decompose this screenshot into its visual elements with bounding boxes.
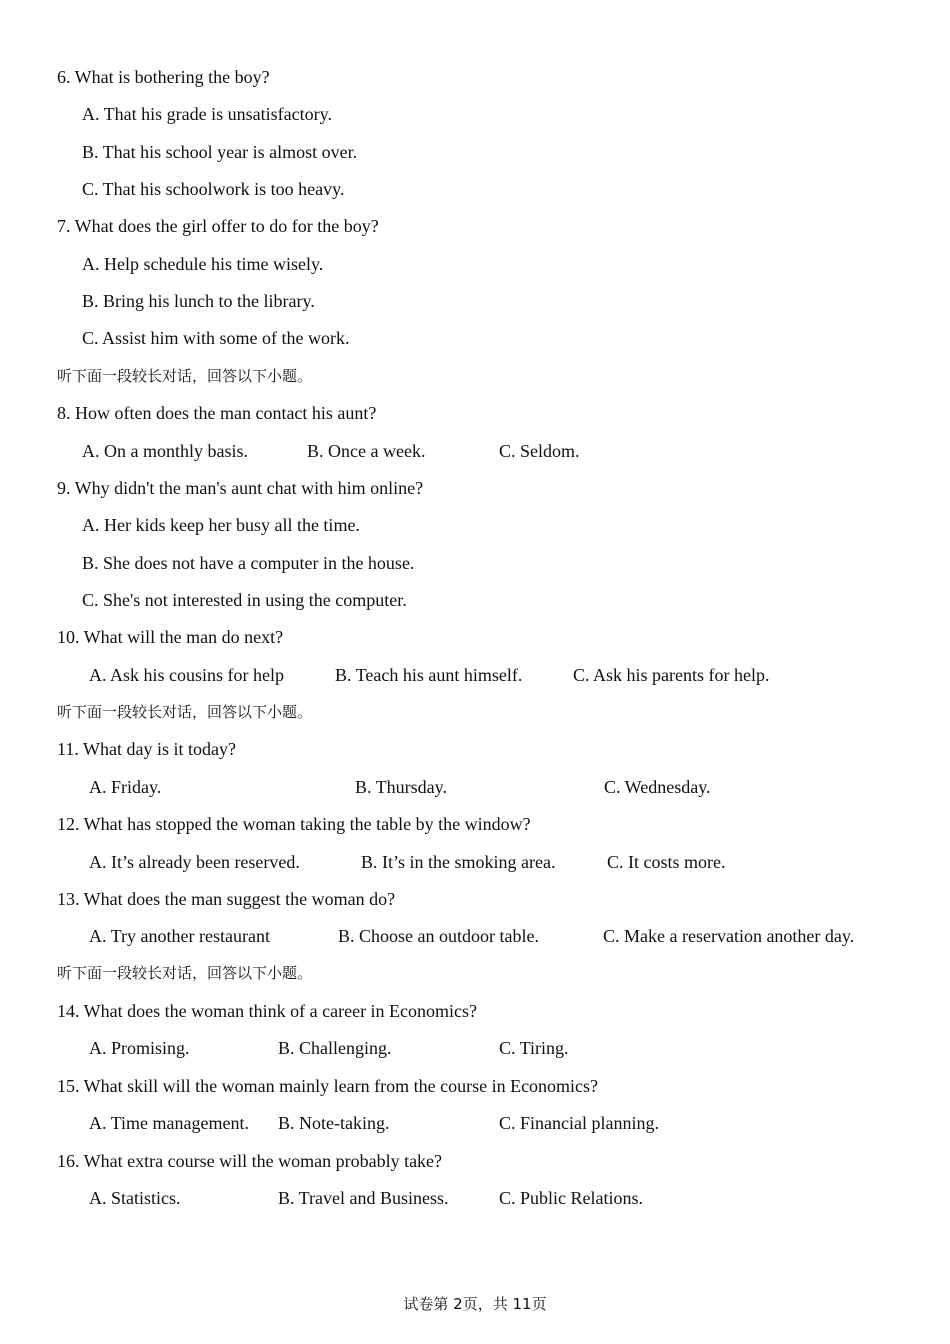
q13-option-a: A. Try another restaurant [89, 926, 270, 946]
section-instruction-3: 听下面一段较长对话，回答以下小题。 [57, 964, 313, 982]
section-instruction-1: 听下面一段较长对话，回答以下小题。 [57, 367, 313, 385]
q9-option-b: B. She does not have a computer in the house. [82, 553, 415, 573]
question-13: 13. What does the man suggest the woman do? [57, 889, 396, 909]
section-instruction-2: 听下面一段较长对话，回答以下小题。 [57, 703, 313, 721]
q10-option-a: A. Ask his cousins for help [89, 665, 284, 685]
q11-option-a: A. Friday. [89, 777, 162, 797]
q8-option-b: B. Once a week. [307, 441, 426, 461]
question-10: 10. What will the man do next? [57, 627, 284, 647]
question-12: 12. What has stopped the woman taking the table by the window? [57, 814, 531, 834]
q12-option-b: B. It’s in the smoking area. [361, 852, 556, 872]
q15-option-a: A. Time management. [89, 1113, 249, 1133]
question-6: 6. What is bothering the boy? [57, 67, 270, 87]
q11-option-b: B. Thursday. [355, 777, 447, 797]
q12-option-c: C. It costs more. [607, 852, 726, 872]
q6-option-b: B. That his school year is almost over. [82, 142, 358, 162]
question-9: 9. Why didn't the man's aunt chat with him online? [57, 478, 424, 498]
question-15: 15. What skill will the woman mainly learn from the course in Economics? [57, 1076, 599, 1096]
q15-option-b: B. Note-taking. [278, 1113, 390, 1133]
q11-option-c: C. Wednesday. [604, 777, 711, 797]
q16-option-b: B. Travel and Business. [278, 1188, 449, 1208]
q7-option-c: C. Assist him with some of the work. [82, 328, 350, 348]
q16-option-c: C. Public Relations. [499, 1188, 643, 1208]
q9-option-a: A. Her kids keep her busy all the time. [82, 515, 360, 535]
q7-option-b: B. Bring his lunch to the library. [82, 291, 315, 311]
question-14: 14. What does the woman think of a career in Economics? [57, 1001, 478, 1021]
q12-option-a: A. It’s already been reserved. [89, 852, 300, 872]
q13-option-b: B. Choose an outdoor table. [338, 926, 539, 946]
question-7: 7. What does the girl offer to do for the boy? [57, 216, 379, 236]
question-11: 11. What day is it today? [57, 739, 236, 759]
q10-option-c: C. Ask his parents for help. [573, 665, 770, 685]
q8-option-c: C. Seldom. [499, 441, 580, 461]
q14-option-b: B. Challenging. [278, 1038, 392, 1058]
q16-option-a: A. Statistics. [89, 1188, 181, 1208]
q10-option-b: B. Teach his aunt himself. [335, 665, 523, 685]
question-8: 8. How often does the man contact his aunt? [57, 403, 377, 423]
q14-option-a: A. Promising. [89, 1038, 190, 1058]
q14-option-c: C. Tiring. [499, 1038, 569, 1058]
page-footer: 试卷第 2页，共 11页 [403, 1295, 547, 1313]
q13-option-c: C. Make a reservation another day. [603, 926, 855, 946]
q6-option-c: C. That his schoolwork is too heavy. [82, 179, 345, 199]
q8-option-a: A. On a monthly basis. [82, 441, 248, 461]
q7-option-a: A. Help schedule his time wisely. [82, 254, 324, 274]
q9-option-c: C. She's not interested in using the computer. [82, 590, 407, 610]
q15-option-c: C. Financial planning. [499, 1113, 659, 1133]
question-16: 16. What extra course will the woman probably take? [57, 1151, 443, 1171]
q6-option-a: A. That his grade is unsatisfactory. [82, 104, 332, 124]
